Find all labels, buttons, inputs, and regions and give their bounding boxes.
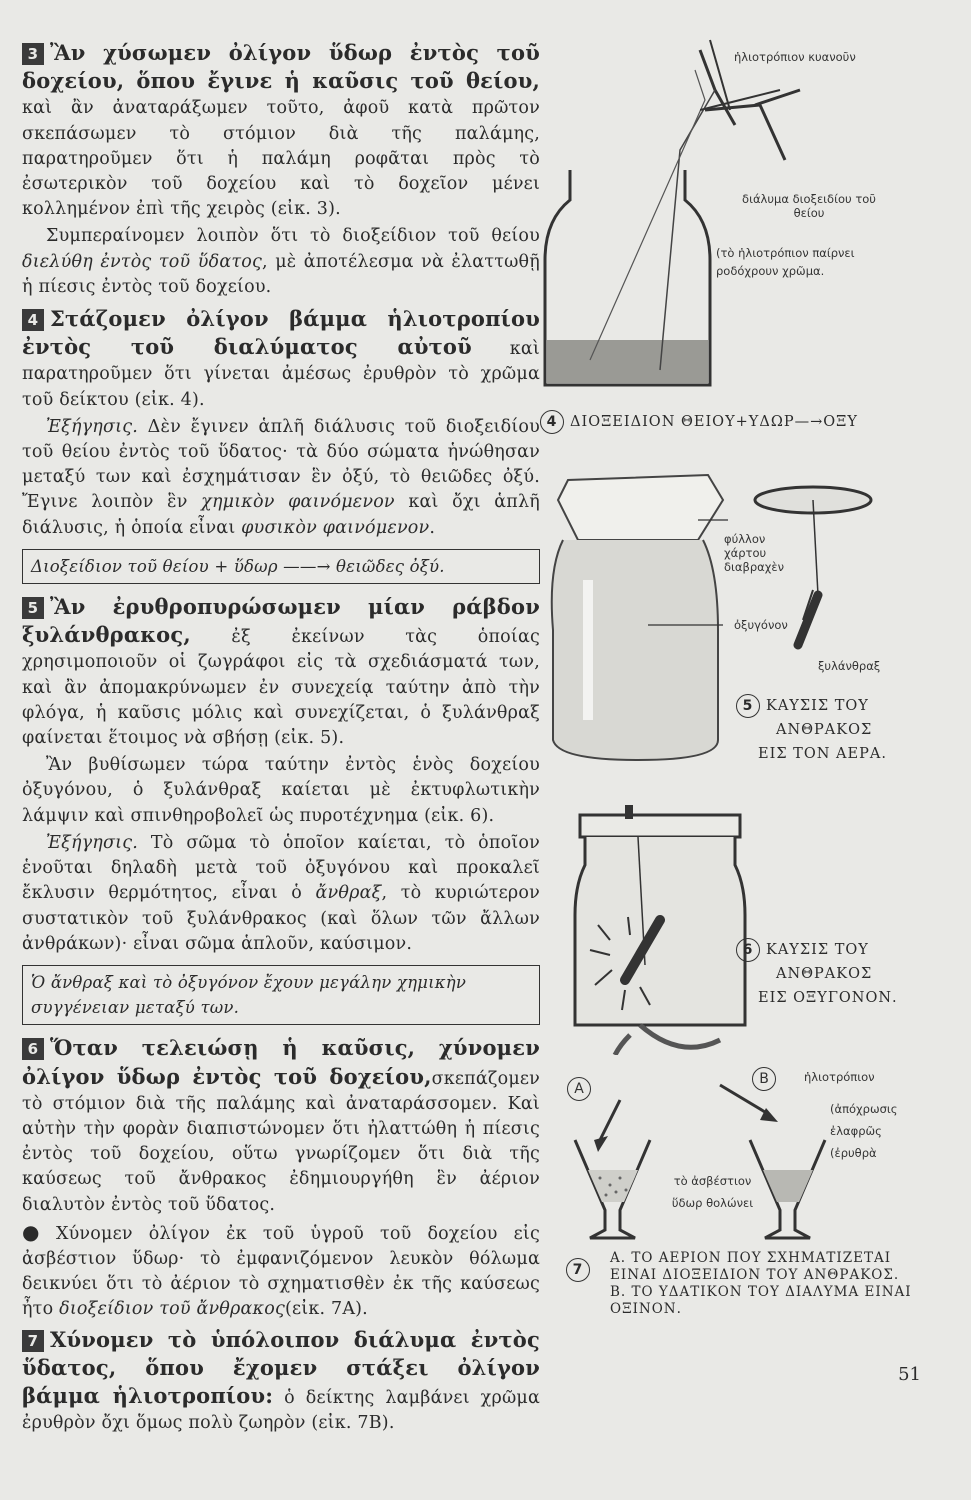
figure-4-caption — [540, 410, 858, 434]
caption-text-b: Β. ΤΟ ΥΔΑΤΙΚΟΝ ΤΟΥ ΔΙΑΛΥΜΑ ΕΙΝΑΙ ΟΞΙΝΟΝ. — [610, 1284, 912, 1317]
section-text: καὶ ὄχι ἁπλῆ διάλυσις, ἡ ὁποία εἶναι — [22, 492, 540, 538]
caption-text: ΕΙΣ ΟΞΥΓΟΝΟΝ. — [758, 990, 898, 1006]
label-limewater: τὸ ἀσβέστιον ὕδωρ θολώνει — [671, 1174, 754, 1210]
figure-5-caption — [736, 694, 906, 766]
section-lead: Στάζομεν ὀλίγον βάμμα ἡλιοτροπίου ἐντὸς τοῦ διαλύματος αὐτοῦ — [22, 306, 540, 360]
emphasis-text: ἄνθραξ — [315, 883, 382, 904]
label-litmus: ἡλιοτρόπιον — [804, 1070, 875, 1084]
emphasis-text: φυσικὸν φαινόμενον — [241, 517, 430, 538]
emphasis-text: διοξείδιον τοῦ ἄνθρακος — [59, 1299, 285, 1320]
figure-number-badge: 7 — [566, 1258, 590, 1282]
section-text: . — [429, 517, 436, 538]
caption-text: ΑΝΘΡΑΚΟΣ — [776, 722, 873, 738]
section-4-para-2 — [22, 415, 540, 541]
caption-text: ΕΙΣ ΤΟΝ ΑΕΡΑ. — [758, 746, 887, 762]
figure-number-badge: 4 — [540, 410, 564, 434]
caption-text: ΚΑΥΣΙΣ ΤΟΥ — [766, 942, 869, 958]
section-text: Συμπεραίνομεν λοιπὸν ὅτι τὸ διοξείδιον τοῦ θείου — [46, 226, 540, 247]
section-6-para-1 — [22, 1035, 540, 1217]
label-litmus-pink: (τὸ ἡλιοτρόπιον παίρνει ροδόχρουν χρῶμα. — [716, 246, 855, 278]
emphasis-text: διελύθη ἐντὸς τοῦ ὕδατος — [22, 251, 262, 272]
figure-6-caption — [736, 938, 916, 1010]
caption-text: ΚΑΥΣΙΣ ΤΟΥ — [766, 698, 869, 714]
reddened-litmus — [763, 1170, 813, 1202]
section-number: 6 — [22, 1038, 44, 1060]
statement-box: Ὁ ἄνθραξ καὶ τὸ ὀξυγόνον ἔχουν μεγάλην χημικὴν συγγένειαν μεταξύ των. — [22, 965, 540, 1025]
marker-b — [752, 1067, 782, 1091]
caption-text: ΑΝΘΡΑΚΟΣ — [776, 966, 873, 982]
figure-6-oxygen-jar-illustration — [570, 805, 750, 1055]
section-6-para-2 — [22, 1220, 540, 1323]
text-column — [22, 40, 540, 1438]
section-text: , τὸ κυριώτερον συστατικὸν τοῦ ξυλάνθρακος (καὶ ὅλων τῶν ἄλλων ἀνθράκων)· εἶναι σῶμα ἁπλοῦν, καύσιμον. — [22, 883, 540, 954]
section-text: , μὲ ἀποτέλεσμα νὰ ἐλαττωθῇ ἡ πίεσις ἐντὸς τοῦ δοχείου. — [22, 251, 540, 297]
section-4-para-1 — [22, 306, 540, 413]
page-number: 51 — [898, 1364, 921, 1385]
section-number: 4 — [22, 309, 44, 331]
section-number: 7 — [22, 1330, 44, 1352]
explanation-label: Ἐξήγησις. — [46, 416, 138, 437]
section-text: ὁ δείκτης λαμβάνει χρῶμα ἐρυθρὸν ὄχι ὅμως πολὺ ζωηρὸν (εἰκ. 7Β). — [22, 1387, 541, 1434]
section-5-para-2: Ἂν βυθίσωμεν τώρα ταύτην ἐντὸς ἑνὸς δοχείου ὀξυγόνου, ὁ ξυλάνθραξ καίεται μὲ ἐκτυφλωτικὴν λάμψιν καὶ σπινθηροβολεῖ ὡς πυροτέχνημα (εἰκ. 6). — [22, 755, 540, 826]
section-number: 5 — [22, 597, 44, 619]
caption-text-a: Α. ΤΟ ΑΕΡΙΟΝ ΠΟΥ ΣΧΗΜΑΤΙΖΕΤΑΙ ΕΙΝΑΙ ΔΙΟΞΕΙΔΙΟΝ ΤΟΥ ΑΝΘΡΑΚΟΣ. — [610, 1250, 900, 1283]
section-text: ἐξ ἐκείνων τὰς ὁποίας χρησιμοποιοῦν οἱ ζωγράφοι εἰς τὰ σχεδιάσματά των, καὶ ἂν ἀπομακρύνωμεν ἐν συνεχείᾳ ταύτην ἀπὸ τὴν φλόγα, ἡ καῦσις μόλις καὶ συνεχίζεται, ὁ ξυλάνθραξ φαίνεται ἕτοιμος νὰ σβήσῃ (εἰκ. 5). — [22, 627, 540, 749]
section-text: καὶ παρατηροῦμεν ὅτι γίνεται ἀμέσως ἐρυθρὸν τὸ χρῶμα τοῦ δείκτου (εἰκ. 4). — [22, 339, 540, 410]
section-text: Δὲν ἔγινεν ἁπλῆ διάλυσις τοῦ διοξειδίου τοῦ θείου ἐντὸς τοῦ ὕδατος· τὰ δύο σώματα ἡνώθησαν μεταξύ των καὶ ἐσχημάτισαν ἓν ὀξύ, τὸ θειῶδες ὀξύ. Ἔγινε λοιπὸν ἓν — [22, 416, 540, 513]
section-lead: Ὅταν τελειώσῃ ἡ καῦσις, χύνομεν ὀλίγον ὕδωρ ἐντὸς τοῦ δοχείου, — [22, 1035, 540, 1089]
section-text: σκεπάζομεν τὸ στόμιον διὰ τῆς παλάμης καὶ ἀναταράσσομεν. Καὶ αὐτὴν τὴν φορὰν διαπιστώνομεν ὅτι ἠλαττώθη ἡ πίεσις ἐντὸς τοῦ δοχείου, οὕτω γνωρίζομεν ὅτι διὰ τῆς καύσεως τοῦ ἄνθρακος ἐδημιουργήθη ἓν ἀέριον διαλυτὸν ἐντὸς τοῦ ὕδατος. — [22, 1068, 540, 1215]
section-number: 3 — [22, 43, 44, 65]
label-oxygen: ὀξυγόνον — [734, 618, 788, 632]
label-wet-paper: φύλλον χάρτου διαβραχὲν — [724, 532, 785, 574]
section-text: Χύνομεν ὀλίγον ἐκ τοῦ ὑγροῦ τοῦ δοχείου εἰς ἀσβέστιον ὕδωρ· τὸ ἐμφανιζόμενον λευκὸν θόλωμα δεικνύει ὅτι τὸ ἀέριον τὸ σχηματισθὲν ἐκ τῆς καύσεως ἦτο — [22, 1223, 540, 1320]
figure-number-badge: 5 — [736, 694, 760, 718]
figure-7-caption — [566, 1250, 914, 1318]
section-7-para-1 — [22, 1327, 540, 1437]
section-5-para-3 — [22, 831, 540, 957]
marker-b-badge: B — [752, 1067, 776, 1091]
solution-liquid — [547, 340, 708, 383]
explanation-label: Ἐξήγησις. — [46, 832, 138, 853]
label-charcoal: ξυλάνθραξ — [818, 659, 881, 673]
label-litmus-blue: ἡλιοτρόπιον κυανοῦν — [734, 50, 856, 64]
section-lead: Χύνομεν τὸ ὑπόλοιπον διάλυμα ἐντὸς ὕδατος, ὅπου ἔχομεν στάξει ὀλίγον βάμμα ἡλιοτροπίου: — [22, 1326, 540, 1408]
figure-7-glasses-illustration — [560, 1060, 840, 1245]
marker-a — [567, 1077, 597, 1101]
label-litmus-note: (ἀπόχρωσις ἐλαφρῶς (ἐρυθρὰ — [830, 1102, 898, 1160]
label-so2-solution: διάλυμα διοξειδίου τοῦ θείου — [742, 192, 876, 220]
section-5-para-1 — [22, 594, 540, 751]
marker-a-badge: A — [567, 1077, 591, 1101]
section-text: (εἰκ. 7Α). — [284, 1299, 368, 1320]
section-text: Τὸ σῶμα τὸ ὁποῖον καίεται, τὸ ὁποῖον ἑνοῦται δηλαδὴ μετὰ τοῦ ὀξυγόνου καὶ προκαλεῖ ἔκλυσιν θερμότητος, εἶναι ὁ — [22, 832, 540, 904]
section-3-para-2 — [22, 224, 540, 300]
section-lead: Ἂν ἐρυθροπυρώσωμεν μίαν ράβδον ξυλάνθρακος, — [22, 594, 540, 648]
emphasis-text: χημικὸν φαινόμενον — [201, 492, 395, 513]
section-3-para-1 — [22, 40, 540, 222]
equation-box: Διοξείδιον τοῦ θείου + ὕδωρ ——→ θειῶδες ὀξύ. — [22, 549, 540, 584]
section-text: καὶ ἂν ἀναταράξωμεν τοῦτο, ἀφοῦ κατὰ πρῶτον σκεπάσωμεν τὸ στόμιον διὰ τῆς παλάμης, παρατηροῦμεν ὅτι ἡ παλάμη ροφᾶται πρὸς τὸ ἐσωτερικὸν τοῦ δοχείου καὶ τὸ δοχεῖον μένει κολλημένον ἐπὶ τῆς χειρὸς (εἰκ. 3). — [22, 98, 540, 220]
cloudy-limewater — [588, 1170, 638, 1202]
caption-text: ΔΙΟΞΕΙΔΙΟΝ ΘΕΙΟΥ+ΥΔΩΡ—→ΟΞΥ — [570, 414, 858, 430]
figure-number-badge: 6 — [736, 938, 760, 962]
bullet-icon: ● — [22, 1219, 50, 1244]
section-lead: Ἂν χύσωμεν ὀλίγον ὕδωρ ἐντὸς τοῦ δοχείου, ὅπου ἔγινε ἡ καῦσις τοῦ θείου, — [22, 40, 540, 94]
